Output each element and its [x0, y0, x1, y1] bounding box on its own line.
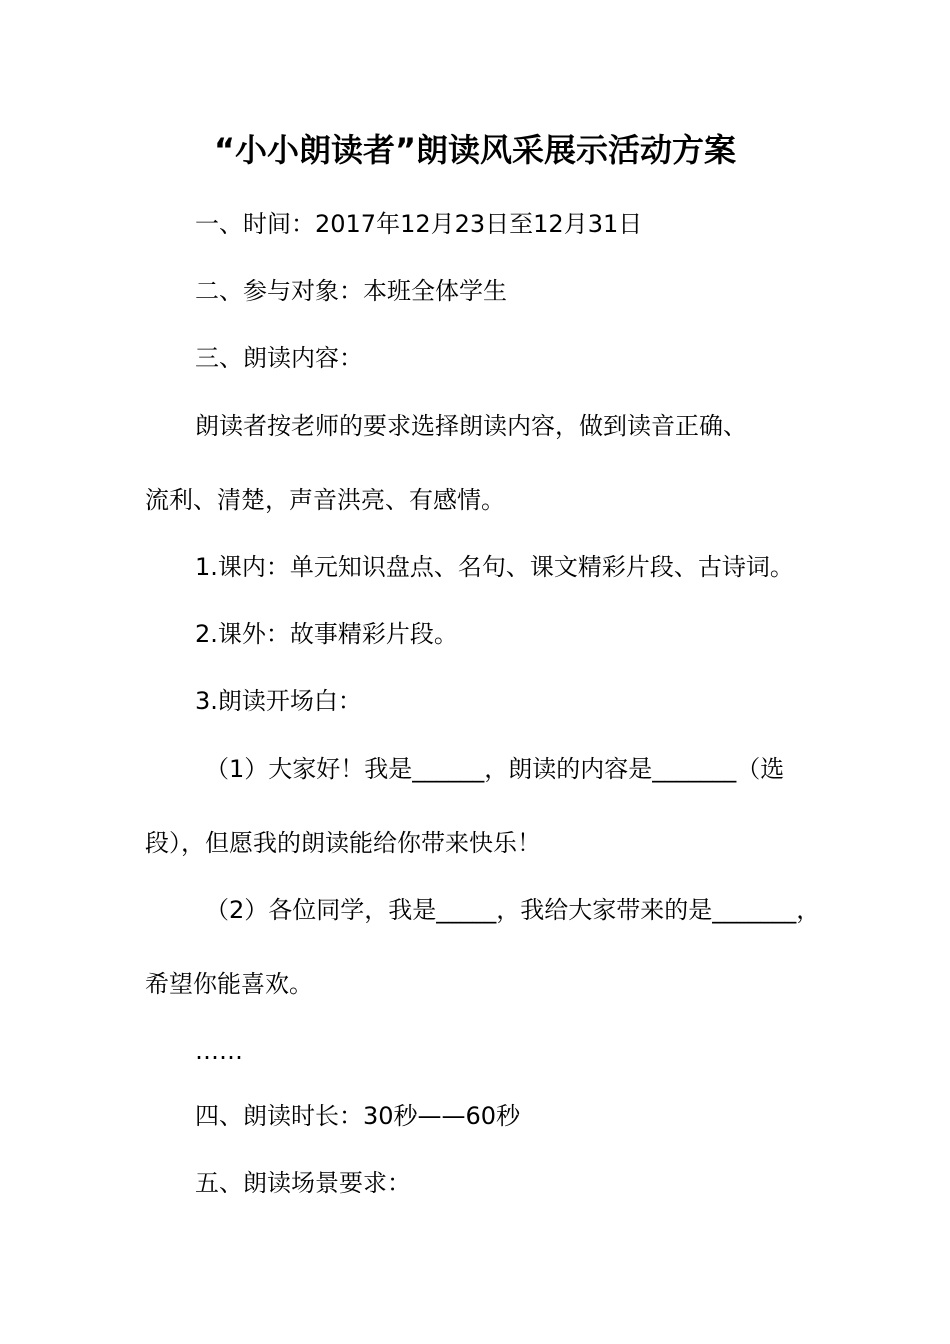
- section-duration: 四、朗读时长：30秒——60秒: [195, 1102, 521, 1130]
- item-in-class: 1.课内：单元知识盘点、名句、课文精彩片段、古诗词。: [195, 553, 794, 581]
- opening-example-2-line-2: 希望你能喜欢。: [145, 970, 313, 998]
- item-extracurricular: 2.课外：故事精彩片段。: [195, 620, 458, 648]
- section-scene-requirements: 五、朗读场景要求：: [195, 1169, 411, 1197]
- ellipsis: ……: [195, 1037, 243, 1065]
- item-opening-remarks: 3.朗读开场白：: [195, 687, 362, 715]
- opening-example-1-line-2: 段），但愿我的朗读能给你带来快乐！: [145, 829, 541, 857]
- section-time: 一、时间：2017年12月23日至12月31日: [195, 210, 643, 238]
- content-description-line-1: 朗读者按老师的要求选择朗读内容，做到读音正确、: [195, 412, 747, 440]
- opening-example-1-line-1: （1）大家好！我是______，朗读的内容是_______（选: [205, 755, 785, 783]
- section-participants: 二、参与对象：本班全体学生: [195, 277, 507, 305]
- opening-example-2-line-1: （2）各位同学，我是_____，我给大家带来的是_______，: [205, 896, 821, 924]
- section-content-heading: 三、朗读内容：: [195, 344, 363, 372]
- document-title: “小小朗读者”朗读风采展示活动方案: [213, 131, 737, 169]
- content-description-line-2: 流利、清楚，声音洪亮、有感情。: [145, 486, 505, 514]
